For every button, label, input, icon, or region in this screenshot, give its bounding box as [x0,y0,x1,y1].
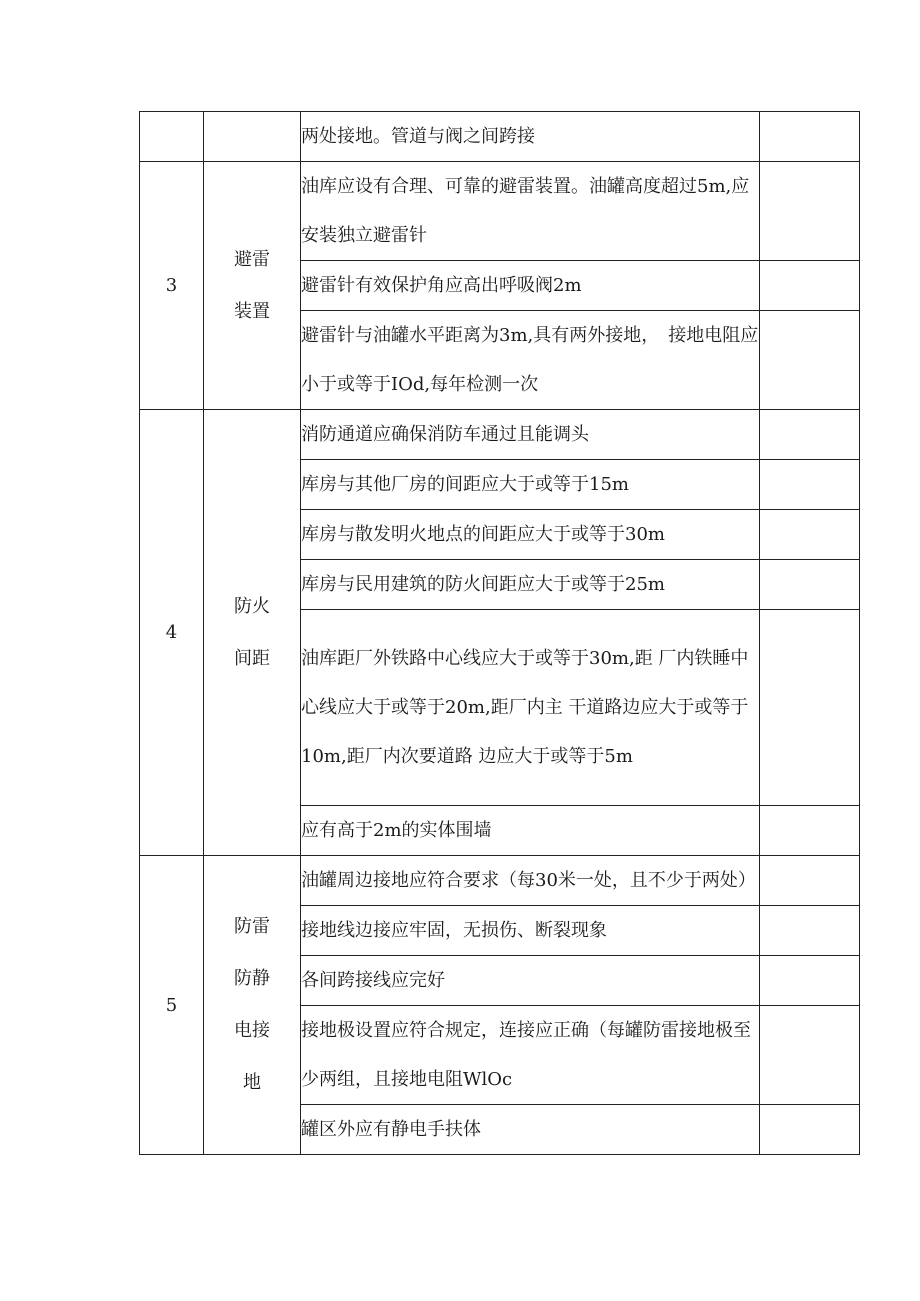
safety-inspection-table [139,111,860,1155]
number-cell: 3 [140,162,204,410]
result-cell [760,311,860,410]
number-cell: 4 [140,410,204,856]
item-cell [204,410,301,856]
number-cell: 5 [140,856,204,1155]
requirement-cell: 避雷针有效保护角应高出呼吸阀2m [301,261,760,311]
table-row [140,162,860,261]
result-cell [760,610,860,806]
requirement-cell: 接地线边接应牢固，无损伤、断裂现象 [301,906,760,956]
requirement-cell: 油罐周边接地应符合要求（每30米一处，且不少于两处） [301,856,760,906]
requirement-cell: 接地极设置应符合规定，连接应正确（每罐防雷接地极至少两组，且接地电阻WlOc [301,1006,760,1105]
table-row [140,410,860,460]
requirement-cell: 消防通道应确保消防车通过且能调头 [301,410,760,460]
result-cell [760,162,860,261]
table-row [140,112,860,162]
table-row [140,856,860,906]
result-cell [760,261,860,311]
item-cell [204,856,301,1155]
result-cell [760,956,860,1006]
result-cell [760,906,860,956]
item-label: 防雷防静电接地 [234,916,270,1093]
requirement-cell: 应有高于2m的实体围墙 [301,806,760,856]
number-cell [140,112,204,162]
item-label: 防火间距 [234,595,270,669]
requirement-cell: 避雷针与油罐水平距离为3m,具有两外接地， 接地电阻应小于或等于IOd,每年检测一次 [301,311,760,410]
requirement-cell: 库房与散发明火地点的间距应大于或等于30m [301,510,760,560]
item-cell [204,112,301,162]
result-cell [760,1105,860,1155]
requirement-cell: 油库应设有合理、可靠的避雷装置。油罐高度超过5m,应安装独立避雷针 [301,162,760,261]
result-cell [760,856,860,906]
result-cell [760,1006,860,1105]
result-cell [760,806,860,856]
result-cell [760,510,860,560]
result-cell [760,560,860,610]
result-cell [760,410,860,460]
result-cell [760,460,860,510]
result-cell [760,112,860,162]
requirement-cell: 库房与其他厂房的间距应大于或等于15m [301,460,760,510]
requirement-cell: 各间跨接线应完好 [301,956,760,1006]
requirement-cell: 库房与民用建筑的防火间距应大于或等于25m [301,560,760,610]
item-label: 避雷装置 [234,248,270,322]
requirement-cell: 罐区外应有静电手扶体 [301,1105,760,1155]
requirement-cell: 油库距厂外铁路中心线应大于或等于30m,距 厂内铁睡中心线应大于或等于20m,距厂内主 干道路边应大于或等于10m,距厂内次要道路 边应大于或等于5m [301,610,760,806]
item-cell [204,162,301,410]
requirement-cell: 两处接地。管道与阀之间跨接 [301,112,760,162]
